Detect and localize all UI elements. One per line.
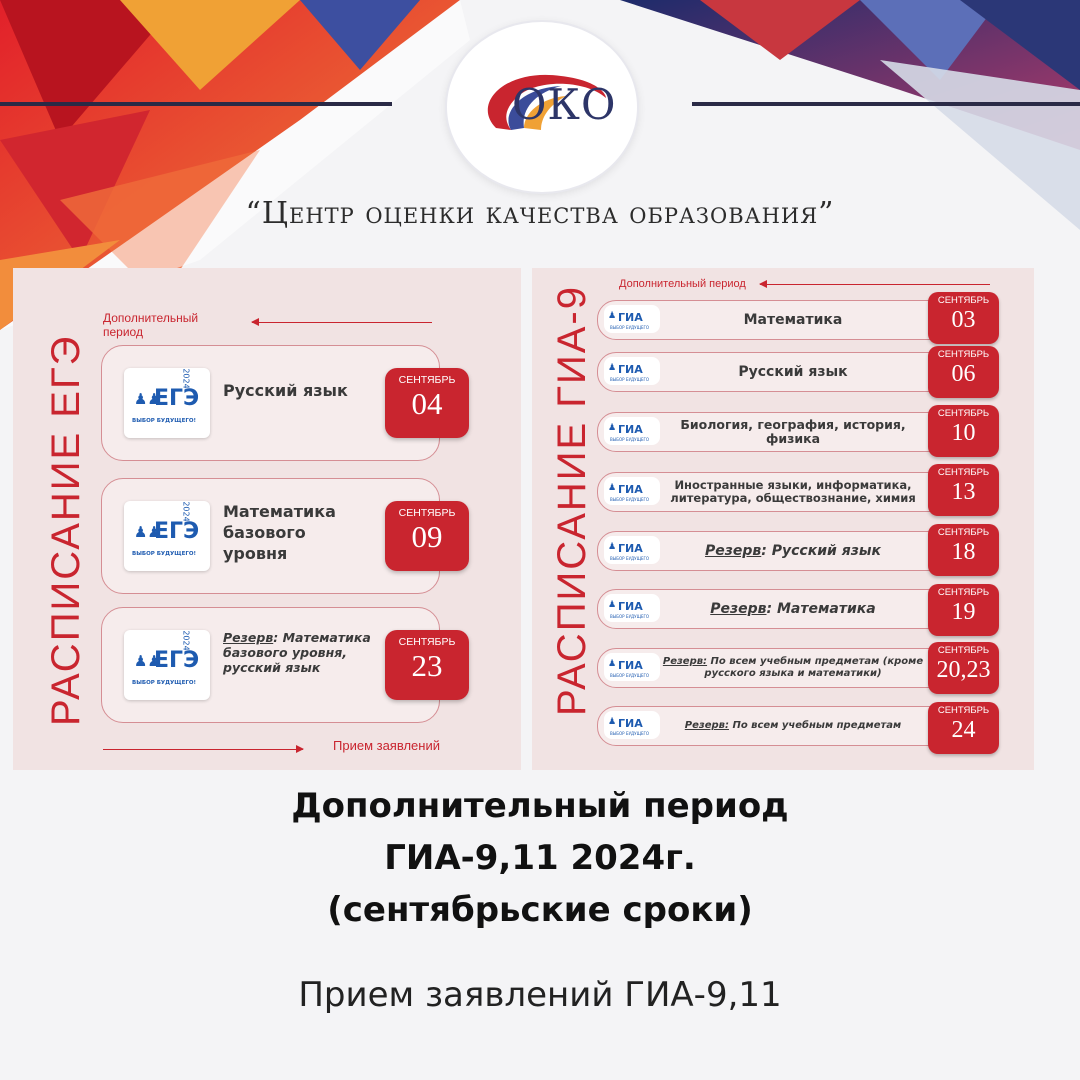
people-icon: ♟ (608, 311, 617, 321)
gia-date-badge: СЕНТЯБРЬ 19 (928, 584, 999, 636)
gia-item-8 (597, 706, 974, 746)
gia-logo: ♟ ГИА ВЫБОР БУДУЩЕГО (604, 653, 660, 681)
gia-subject: Биология, география, история, физика (680, 417, 906, 446)
gia-logo: ♟ ГИА ВЫБОР БУДУЩЕГО (604, 594, 660, 622)
people-icon: ♟ (608, 363, 617, 373)
gia-subject: Математика (743, 311, 843, 328)
people-icon: ♟♟ (134, 523, 161, 541)
date-badge: СЕНТЯБРЬ 04 (385, 368, 469, 438)
people-icon: ♟ (608, 659, 617, 669)
gia-logo: ♟ ГИА ВЫБОР БУДУЩЕГО (604, 357, 660, 385)
gia-date-badge: СЕНТЯБРЬ 10 (928, 405, 999, 457)
gia-logo: ♟ ГИА ВЫБОР БУДУЩЕГО (604, 711, 660, 739)
gia-item-2 (597, 352, 974, 392)
header-line-left (0, 102, 392, 106)
gia-subject: Иностранные языки, информатика, литература, обществознание, химия (670, 478, 916, 505)
ege-footer-arrow (103, 749, 303, 750)
people-icon: ♟ (608, 717, 617, 727)
ege-subject: Резерв: Математика базового уровня, русский язык (223, 630, 371, 675)
gia-subject: Русский язык (738, 363, 848, 380)
people-icon: ♟♟ (134, 390, 161, 408)
gia-item-5 (597, 531, 974, 571)
gia-panel-title: РАСПИСАНИЕ ГИА-9 (550, 285, 594, 716)
people-icon: ♟ (608, 600, 617, 610)
ege-subject: Математика базового уровня (223, 502, 336, 563)
ege-subject: Русский язык (223, 381, 348, 400)
gia-date-badge: СЕНТЯБРЬ 13 (928, 464, 999, 516)
gia-subject: Резерв: Русский язык (704, 542, 882, 559)
gia-subject: Резерв: По всем учебным предметам (684, 720, 902, 731)
headline-line-2: ГИА-9,11 2024г. (384, 838, 696, 878)
gia-subject: Резерв: По всем учебным предметам (кроме русского языка и математики) (662, 656, 924, 679)
gia-logo: ♟ ГИА ВЫБОР БУДУЩЕГО (604, 536, 660, 564)
gia-date-badge: СЕНТЯБРЬ 20,23 (928, 642, 999, 694)
gia-subject: Резерв: Математика (710, 600, 876, 617)
gia-period-label: Дополнительный период (619, 278, 746, 290)
ege-logo: ♟♟ ЕГЭ 2024 ВЫБОР БУДУЩЕГО! (124, 368, 210, 438)
logo-text: ОКО (512, 80, 617, 129)
header-line-right (692, 102, 1080, 106)
people-icon: ♟♟ (134, 652, 161, 670)
ege-panel-title: РАСПИСАНИЕ ЕГЭ (44, 334, 88, 726)
headline-line-3: (сентябрьские сроки) (327, 890, 753, 930)
ege-period-label: Дополнительный период (103, 311, 199, 339)
gia-item-1 (597, 300, 974, 340)
ege-logo: ♟♟ ЕГЭ 2024 ВЫБОР БУДУЩЕГО! (124, 630, 210, 700)
gia-date-badge: СЕНТЯБРЬ 18 (928, 524, 999, 576)
ege-item-2 (101, 478, 456, 594)
ege-footer-label: Прием заявлений (333, 738, 440, 753)
date-badge: СЕНТЯБРЬ 23 (385, 630, 469, 700)
people-icon: ♟ (608, 542, 617, 552)
ege-item-1 (101, 345, 456, 461)
ege-logo: ♟♟ ЕГЭ 2024 ВЫБОР БУДУЩЕГО! (124, 501, 210, 571)
headline-line-1: Дополнительный период (291, 786, 789, 826)
gia-period-arrow (760, 284, 990, 285)
people-icon: ♟ (608, 483, 617, 493)
gia-item-7 (597, 648, 974, 688)
gia-logo: ♟ ГИА ВЫБОР БУДУЩЕГО (604, 305, 660, 333)
gia-logo: ♟ ГИА ВЫБОР БУДУЩЕГО (604, 477, 660, 505)
people-icon: ♟ (608, 423, 617, 433)
gia-item-3 (597, 412, 974, 452)
gia-logo: ♟ ГИА ВЫБОР БУДУЩЕГО (604, 417, 660, 445)
gia-item-6 (597, 589, 974, 629)
gia-date-badge: СЕНТЯБРЬ 03 (928, 292, 999, 344)
gia-date-badge: СЕНТЯБРЬ 24 (928, 702, 999, 754)
center-subtitle: “Центр оценки качества образования” (245, 196, 835, 231)
date-badge: СЕНТЯБРЬ 09 (385, 501, 469, 571)
gia-item-4 (597, 472, 974, 512)
ege-period-arrow (252, 322, 432, 323)
footer-text: Прием заявлений ГИА-9,11 (298, 975, 782, 1015)
ege-item-3 (101, 607, 456, 723)
gia-date-badge: СЕНТЯБРЬ 06 (928, 346, 999, 398)
